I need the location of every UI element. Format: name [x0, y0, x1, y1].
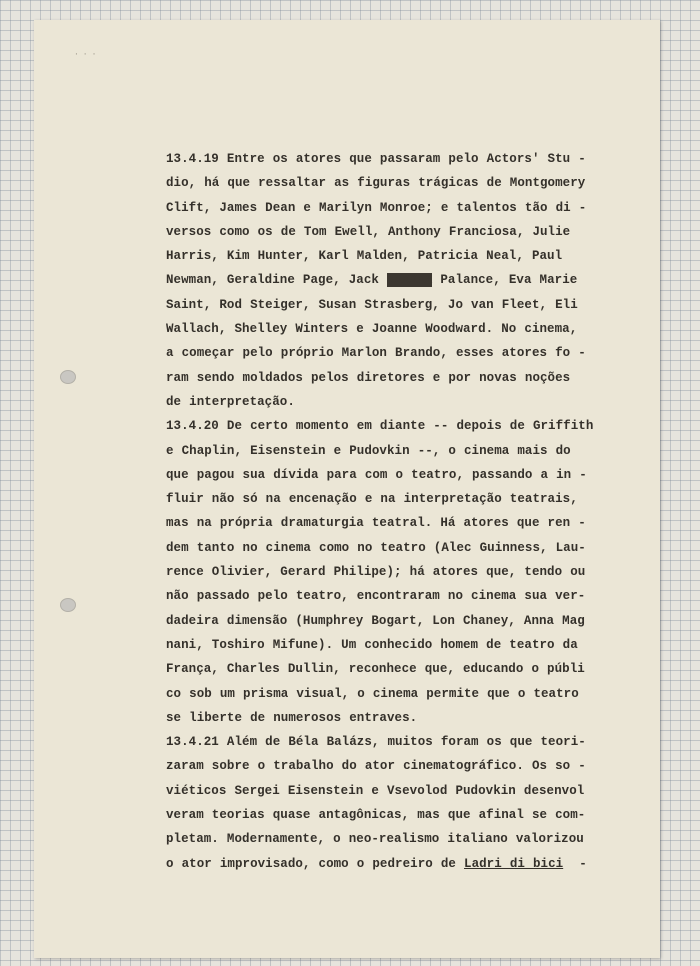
- text-line: não passado pelo teatro, encontraram no cinema sua ver-: [166, 589, 586, 604]
- text-line: viéticos Sergei Eisenstein e Vsevolod Pudovkin desenvol: [166, 783, 585, 798]
- text-line: versos como os de Tom Ewell, Anthony Franciosa, Julie: [166, 224, 571, 239]
- text-line: ram sendo moldados pelos diretores e por novas noções: [166, 370, 571, 385]
- text-line: fluir não só na encenação e na interpretação teatrais,: [166, 492, 578, 507]
- punch-hole: [60, 598, 76, 612]
- text-segment: o ator improvisado, como o pedreiro de: [166, 856, 456, 871]
- text-line: 13.4.20 De certo momento em diante -- depois de Griffith: [166, 419, 594, 434]
- punch-hole: [60, 370, 76, 384]
- typewritten-text: [166, 147, 626, 876]
- struck-out-word: XXXXXX: [387, 273, 433, 288]
- text-line: a começar pelo próprio Marlon Brando, esses atores fo -: [166, 346, 586, 361]
- text-line: dio, há que ressaltar as figuras trágicas de Montgomery: [166, 176, 586, 191]
- text-line: França, Charles Dullin, reconhece que, educando o públi: [166, 662, 585, 677]
- text-line: [166, 268, 626, 292]
- text-segment: Newman, Geraldine Page, Jack: [166, 273, 379, 288]
- text-line: veram teorias quase antagônicas, mas que afinal se com-: [166, 808, 586, 823]
- text-line: 13.4.21 Além de Béla Balázs, muitos foram os que teori-: [166, 735, 586, 750]
- text-line: [166, 852, 626, 876]
- text-line: nani, Toshiro Mifune). Um conhecido homem de teatro da: [166, 637, 578, 652]
- text-segment: Palance, Eva Marie: [440, 273, 578, 288]
- text-line: de interpretação.: [166, 394, 295, 409]
- text-line: dadeira dimensão (Humphrey Bogart, Lon Chaney, Anna Mag: [166, 613, 585, 628]
- text-line: zaram sobre o trabalho do ator cinematográfico. Os so -: [166, 759, 586, 774]
- text-line: rence Olivier, Gerard Philipe); há atores que, tendo ou: [166, 565, 586, 580]
- text-line: se liberte de numerosos entraves.: [166, 710, 418, 725]
- text-line: 13.4.19 Entre os atores que passaram pelo Actors' Stu -: [166, 152, 586, 166]
- text-line: Saint, Rod Steiger, Susan Strasberg, Jo van Fleet, Eli: [166, 297, 578, 312]
- text-line: co sob um prisma visual, o cinema permite que o teatro: [166, 686, 579, 701]
- text-line: mas na própria dramaturgia teatral. Há atores que ren -: [166, 516, 586, 531]
- text-line: Wallach, Shelley Winters e Joanne Woodward. No cinema,: [166, 322, 578, 337]
- text-line: dem tanto no cinema como no teatro (Alec Guinness, Lau-: [166, 540, 586, 555]
- text-line: Harris, Kim Hunter, Karl Malden, Patricia Neal, Paul: [166, 249, 563, 264]
- film-title: Ladri di bici: [464, 856, 564, 871]
- smudge-mark: ···: [74, 50, 101, 59]
- text-line: e Chaplin, Eisenstein e Pudovkin --, o cinema mais do: [166, 443, 571, 458]
- text-segment: -: [579, 856, 587, 871]
- text-line: pletam. Modernamente, o neo-realismo italiano valorizou: [166, 832, 584, 847]
- text-line: Clift, James Dean e Marilyn Monroe; e talentos tão di -: [166, 200, 587, 215]
- text-line: que pagou sua dívida para com o teatro, passando a in -: [166, 467, 587, 482]
